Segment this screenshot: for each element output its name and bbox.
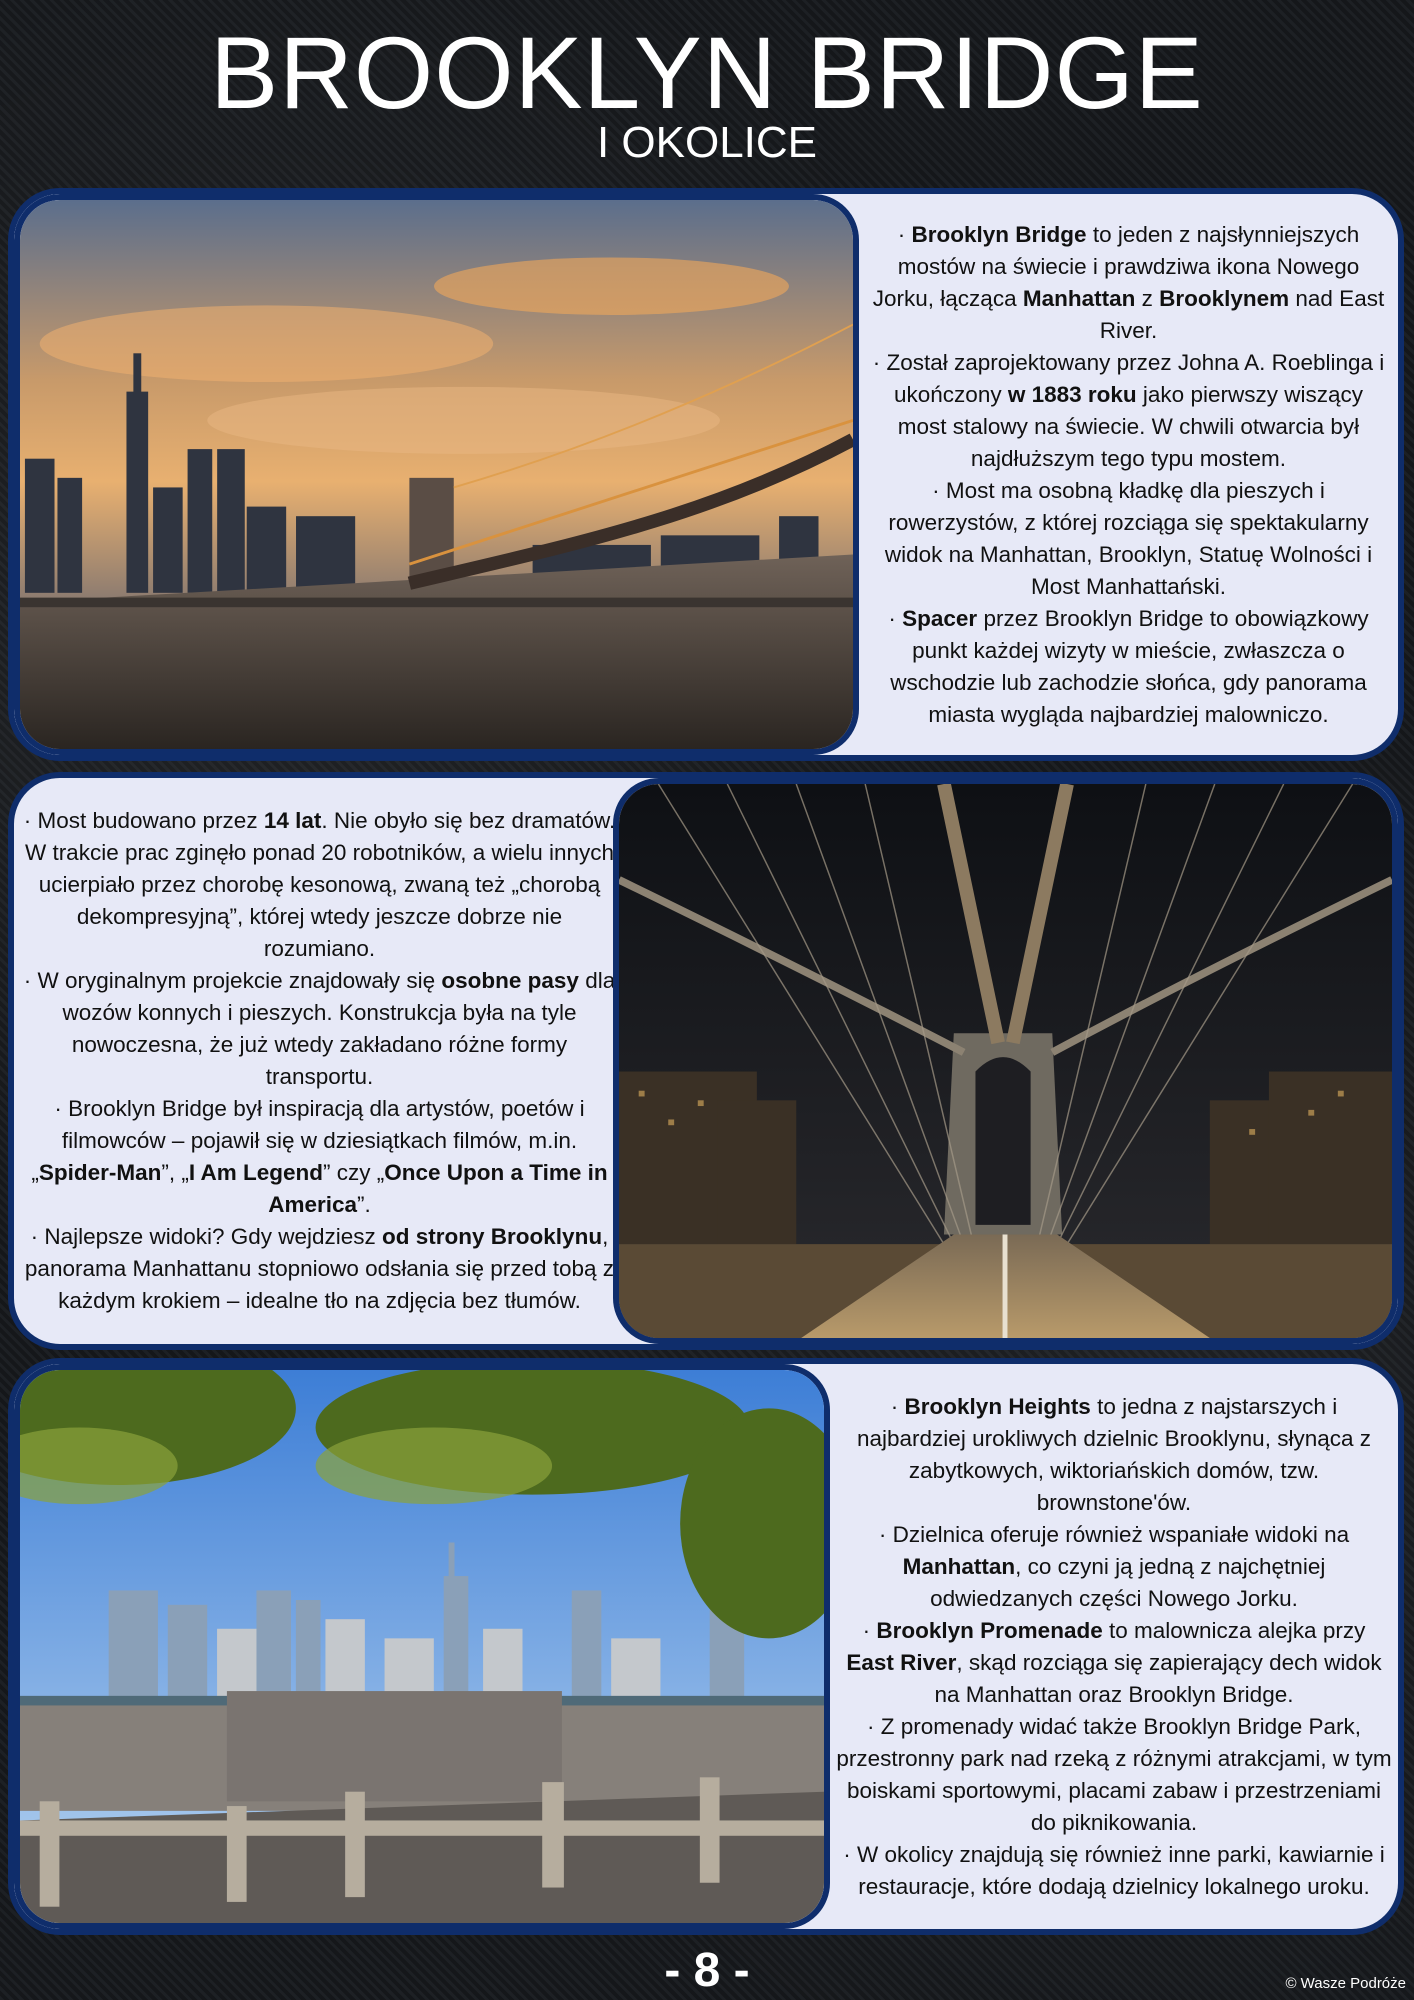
text-run: · Most budowano przez: [23, 808, 264, 833]
photo-bridge-night: [613, 778, 1398, 1344]
text-run: to jedna z najstarszych i najbardziej urokliwych dzielnic Brooklynu, słynąca z zabytkowych, wiktoriańskich domów, tzw. brownstone'ów.: [857, 1393, 1371, 1515]
text-run: · Z promenady widać także Brooklyn Bridge Park, przestronny park nad rzeką z różnymi atrakcjami, w tym boiskami sportowymi, placami zabaw i przestrzeniami do piknikowania.: [836, 1713, 1392, 1835]
photo-brooklyn-promenade: [14, 1364, 830, 1929]
text-run: ·: [888, 605, 903, 631]
paragraph: [836, 1711, 1392, 1839]
text-run: to malownicza alejka przy: [1102, 1617, 1366, 1643]
paragraph: [867, 603, 1390, 731]
section-text: [14, 778, 625, 1344]
text-run: · W oryginalnym projekcie znajdowały się: [23, 968, 442, 993]
bold-text: osobne pasy: [441, 968, 579, 993]
text-run: ·: [890, 1393, 905, 1419]
bold-text: od strony Brooklynu: [382, 1224, 603, 1249]
text-run: z: [1135, 285, 1160, 311]
section-brooklyn-bridge-intro: [8, 188, 1404, 761]
text-run: jako pierwszy wiszący most stalowy na świecie. W chwili otwarcia był najdłuższym tego typu mostem.: [897, 381, 1363, 471]
paragraph: [22, 805, 617, 965]
section-paragraphs: [836, 1391, 1392, 1903]
text-run: · Most ma osobną kładkę dla pieszych i rowerzystów, z której rozciąga się spektakularny widok na Manhattan, Brooklyn, Statuę Wolności i Most Manhattański.: [884, 477, 1373, 599]
paragraph: [22, 1221, 617, 1317]
section-bridge-history: [8, 772, 1404, 1350]
text-run: · Najlepsze widoki? Gdy wejdziesz: [30, 1224, 383, 1249]
page-subtitle: I OKOLICE: [596, 118, 818, 167]
text-run: · W okolicy znajdują się również inne parki, kawiarnie i restauracje, które dodają dzielnicy lokalnego uroku.: [843, 1841, 1385, 1899]
text-run: ” czy „: [323, 1160, 385, 1185]
photo-bridge-sunset: [14, 194, 859, 755]
bold-text: I Am Legend: [188, 1160, 324, 1185]
text-run: ”, „: [161, 1160, 189, 1185]
text-run: ·: [862, 1617, 877, 1643]
bold-text: Manhattan: [1022, 285, 1136, 311]
text-run: przez Brooklyn Bridge to obowiązkowy punkt każdej wizyty w mieście, zwłaszcza o wschodzie lub zachodzie słońca, gdy panorama miasta wygląda najbardziej malowniczo.: [890, 605, 1369, 727]
bold-text: Brooklyn Promenade: [876, 1617, 1103, 1643]
text-run: , panorama Manhattanu stopniowo odsłania się przed tobą z każdym krokiem – idealne tło na zdjęcia bez tłumów.: [24, 1224, 615, 1313]
text-run: · Dzielnica oferuje również wspaniałe widoki na: [878, 1521, 1350, 1547]
paragraph: [867, 347, 1390, 475]
page-title: BROOKLYN BRIDGE: [210, 16, 1204, 130]
text-run: · Został zaprojektowany przez Johna A. Roeblinga i ukończony: [872, 349, 1385, 407]
paragraph: [836, 1615, 1392, 1711]
paragraph: [836, 1519, 1392, 1615]
section-text: [830, 1364, 1398, 1929]
section-text: [859, 194, 1398, 755]
bold-text: w 1883 roku: [1007, 381, 1137, 407]
bold-text: Once Upon a Time in America: [268, 1160, 608, 1217]
bold-text: Manhattan: [902, 1553, 1016, 1579]
bold-text: Brooklynem: [1159, 285, 1290, 311]
bold-text: Spider-Man: [38, 1160, 162, 1185]
text-run: , co czyni ją jedną z najchętniej odwiedzanych części Nowego Jorku.: [930, 1553, 1326, 1611]
bold-text: Brooklyn Bridge: [911, 221, 1087, 247]
text-run: dla wozów konnych i pieszych. Konstrukcja była na tyle nowoczesna, że już wtedy zakładano różne formy transportu.: [62, 968, 616, 1089]
paragraph: [867, 219, 1390, 347]
copyright-notice: © Wasze Podróże: [1285, 1975, 1406, 1992]
paragraph: [22, 965, 617, 1093]
text-run: ·: [897, 221, 912, 247]
page-number: - 8 -: [664, 1944, 750, 1997]
paragraph: [836, 1391, 1392, 1519]
section-paragraphs: [22, 805, 617, 1317]
text-run: nad East River.: [1099, 285, 1385, 343]
section-paragraphs: [867, 219, 1390, 731]
text-run: , skąd rozciąga się zapierający dech widok na Manhattan oraz Brooklyn Bridge.: [934, 1649, 1382, 1707]
bold-text: 14 lat: [263, 808, 322, 833]
paragraph: [836, 1839, 1392, 1903]
text-run: to jeden z najsłynniejszych mostów na świecie i prawdziwa ikona Nowego Jorku, łącząca: [872, 221, 1360, 311]
bold-text: Brooklyn Heights: [904, 1393, 1091, 1419]
bold-text: East River: [846, 1649, 957, 1675]
text-run: · Brooklyn Bridge był inspiracją dla artystów, poetów i filmowców – pojawił się w dziesiątkach filmów, m.in. „: [31, 1096, 585, 1185]
paragraph: [22, 1093, 617, 1221]
text-run: ”.: [357, 1192, 371, 1217]
paragraph: [867, 475, 1390, 603]
text-run: . Nie obyło się bez dramatów. W trakcie prac zginęło ponad 20 robotników, a wielu innych ucierpiało przez chorobę kesonową, zwaną też „chorobą dekompresyjną”, której wtedy jeszcze dobrze nie rozumiano.: [24, 808, 616, 961]
section-brooklyn-heights: [8, 1358, 1404, 1935]
bold-text: Spacer: [902, 605, 978, 631]
